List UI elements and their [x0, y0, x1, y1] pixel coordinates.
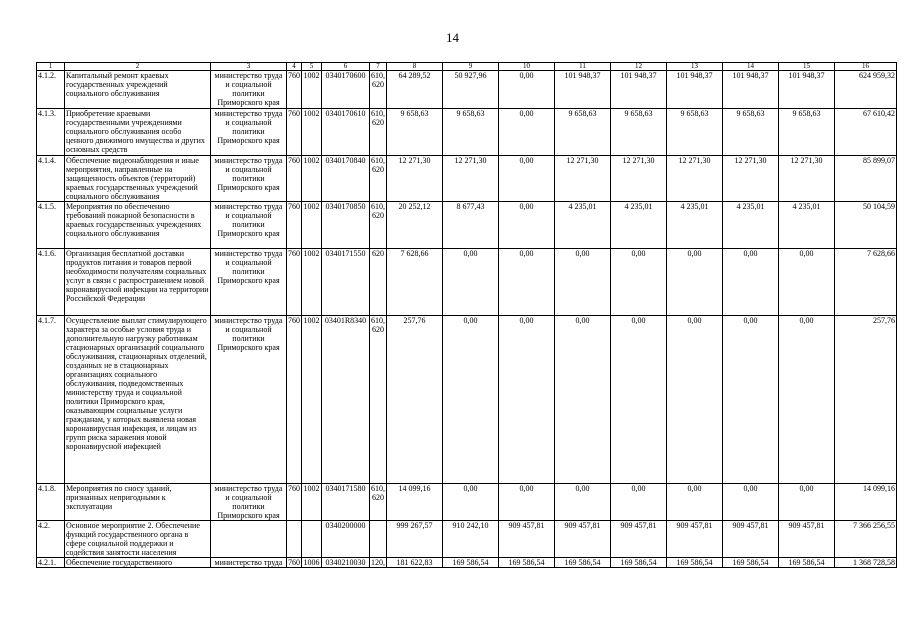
page-number: 14	[446, 30, 459, 45]
amount-col-15: 101 948,37	[779, 71, 835, 109]
csr-code: 0340170610	[322, 109, 370, 156]
amount-total: 1 368 728,58	[835, 558, 897, 568]
amount-total: 85 899,07	[835, 156, 897, 202]
item-name: Приобретение краевыми государственными учреждениями социального обслуживания особо ценного движимого имущества и других основных средств	[65, 109, 211, 156]
amount-col-9: 910 242,10	[443, 521, 499, 558]
amount-col-14: 101 948,37	[723, 71, 779, 109]
grbs-code: 760	[288, 558, 300, 567]
grbs-code	[287, 521, 302, 558]
amount-col-8: 7 628,66	[387, 249, 443, 316]
amount-col-13: 12 271,30	[667, 156, 723, 202]
amount-col-12: 0,00	[611, 316, 667, 484]
item-executor: министерство труда и социальной политики Приморского края	[211, 202, 287, 249]
vr-code: 610, 620	[370, 484, 387, 521]
amount-col-8: 257,76	[387, 316, 443, 484]
amount-col-8: 999 267,57	[387, 521, 443, 558]
vr-code	[370, 521, 387, 558]
amount-col-15: 12 271,30	[779, 156, 835, 202]
amount-col-9: 0,00	[443, 316, 499, 484]
amount-total: 7 366 256,55	[835, 521, 897, 558]
amount-col-8: 12 271,30	[387, 156, 443, 202]
rzpr-code	[302, 521, 322, 558]
item-number: 4.1.6.	[37, 249, 65, 316]
table-row	[37, 249, 897, 316]
table-row	[37, 202, 897, 249]
rzpr-code: 1002	[302, 156, 322, 202]
amount-col-13: 909 457,81	[667, 521, 723, 558]
column-header: 14	[723, 63, 779, 71]
grbs-code: 760	[287, 202, 302, 249]
amount-col-14: 0,00	[723, 484, 779, 521]
amount-total: 624 959,32	[835, 71, 897, 109]
vr-code: 610, 620	[370, 156, 387, 202]
amount-col-10: 0,00	[499, 316, 555, 484]
table-row	[37, 316, 897, 484]
amount-col-11: 169 586,54	[555, 558, 611, 568]
amount-col-8: 20 252,12	[387, 202, 443, 249]
header-row	[37, 63, 897, 71]
vr-code: 610, 620	[370, 71, 387, 109]
amount-col-10: 909 457,81	[499, 521, 555, 558]
column-header: 5	[302, 63, 322, 71]
grbs-code: 760	[287, 316, 302, 484]
amount-col-12: 101 948,37	[611, 71, 667, 109]
rzpr-code: 1002	[302, 109, 322, 156]
amount-col-9: 12 271,30	[443, 156, 499, 202]
item-number: 4.2.	[37, 521, 65, 558]
amount-total: 50 104,59	[835, 202, 897, 249]
amount-col-14: 0,00	[723, 316, 779, 484]
amount-col-11: 4 235,01	[555, 202, 611, 249]
csr-code: 0340170850	[322, 202, 370, 249]
item-executor: министерство труда и социальной политики Приморского края	[211, 71, 287, 109]
amount-col-9: 169 586,54	[443, 558, 499, 568]
item-name: Осуществление выплат стимулирующего характера за особые условия труда и дополнительную нагрузку работникам стационарных организаций социального обслуживания, стационарных отделений, созданных не в стационарных организациях социального обслуживания, подведомственных министерству труда и социальной политики Приморского края, оказывающим социальные услуги гражданам, у которых выявлена новая коронавирусная инфекция, и лицам из групп риска заражения новой коронавирусной инфекцией	[65, 316, 211, 484]
item-executor: министерство труда и социальной политики Приморского края	[211, 316, 287, 484]
budget-table	[36, 62, 897, 568]
amount-col-11: 0,00	[555, 249, 611, 316]
column-header: 11	[555, 63, 611, 71]
amount-col-13: 0,00	[667, 316, 723, 484]
amount-col-12: 0,00	[611, 484, 667, 521]
rzpr-code: 1002	[302, 249, 322, 316]
amount-col-10: 0,00	[499, 484, 555, 521]
vr-code: 120,	[371, 558, 385, 567]
item-executor: министерство труда и социальной политики Приморского края	[211, 484, 287, 521]
amount-col-10: 0,00	[499, 109, 555, 156]
item-executor: министерство труда и социальной политики Приморского края	[211, 109, 287, 156]
item-name: Основное мероприятие 2. Обеспечение функций государственного органа в сфере социальной поддержки и содействия занятости населения	[65, 521, 211, 558]
amount-col-11: 909 457,81	[555, 521, 611, 558]
column-header: 3	[211, 63, 287, 71]
item-name: Капитальный ремонт краевых государственных учреждений социального обслуживания	[65, 71, 211, 109]
table-row	[37, 558, 897, 568]
column-header: 8	[387, 63, 443, 71]
amount-col-12: 0,00	[611, 249, 667, 316]
amount-total: 257,76	[835, 316, 897, 484]
column-header: 1	[37, 63, 65, 71]
amount-col-8: 9 658,63	[387, 109, 443, 156]
item-executor: министерство труда и социальной политики Приморского края	[211, 156, 287, 202]
column-header: 2	[65, 63, 211, 71]
item-number: 4.1.7.	[37, 316, 65, 484]
amount-col-15: 169 586,54	[779, 558, 835, 568]
vr-code: 610, 620	[370, 316, 387, 484]
amount-col-13: 0,00	[667, 484, 723, 521]
csr-code: 0340170600	[322, 71, 370, 109]
amount-col-8: 64 289,52	[387, 71, 443, 109]
amount-col-13: 4 235,01	[667, 202, 723, 249]
item-number: 4.1.4.	[37, 156, 65, 202]
amount-col-9: 8 677,43	[443, 202, 499, 249]
column-header: 4	[287, 63, 302, 71]
amount-col-9: 0,00	[443, 249, 499, 316]
amount-col-14: 9 658,63	[723, 109, 779, 156]
amount-col-14: 0,00	[723, 249, 779, 316]
csr-code: 0340210030	[322, 558, 370, 568]
rzpr-code: 1002	[302, 484, 322, 521]
grbs-code: 760	[287, 249, 302, 316]
item-name: Организация бесплатной доставки продуктов питания и товаров первой необходимости получателям социальных услуг в связи с распространением новой коронавирусной инфекции на территории Российской Федерации	[65, 249, 211, 316]
amount-col-8: 181 622,83	[387, 558, 443, 568]
amount-col-9: 9 658,63	[443, 109, 499, 156]
amount-col-9: 50 927,96	[443, 71, 499, 109]
amount-col-9: 0,00	[443, 484, 499, 521]
amount-col-11: 9 658,63	[555, 109, 611, 156]
item-number: 4.1.8.	[37, 484, 65, 521]
csr-code: 0340171580	[322, 484, 370, 521]
amount-col-15: 0,00	[779, 316, 835, 484]
rzpr-code: 1002	[302, 316, 322, 484]
amount-col-15: 909 457,81	[779, 521, 835, 558]
grbs-code: 760	[287, 484, 302, 521]
column-header: 6	[322, 63, 370, 71]
amount-col-15: 4 235,01	[779, 202, 835, 249]
amount-col-13: 101 948,37	[667, 71, 723, 109]
item-executor	[211, 521, 287, 558]
amount-col-10: 0,00	[499, 71, 555, 109]
amount-col-14: 169 586,54	[723, 558, 779, 568]
item-executor: министерство труда	[211, 558, 287, 568]
rzpr-code: 1006	[303, 558, 320, 567]
vr-code: 620	[370, 249, 387, 316]
amount-col-14: 12 271,30	[723, 156, 779, 202]
vr-code: 610, 620	[370, 109, 387, 156]
amount-col-11: 12 271,30	[555, 156, 611, 202]
amount-total: 14 099,16	[835, 484, 897, 521]
amount-col-12: 12 271,30	[611, 156, 667, 202]
column-header: 12	[611, 63, 667, 71]
amount-col-13: 0,00	[667, 249, 723, 316]
csr-code: 03401R8340	[322, 316, 370, 484]
table-row	[37, 109, 897, 156]
item-name: Мероприятия по обеспечению требований пожарной безопасности в краевых государственных учреждениях социального обслуживания	[65, 202, 211, 249]
table-row	[37, 521, 897, 558]
amount-col-15: 0,00	[779, 484, 835, 521]
grbs-code: 760	[287, 156, 302, 202]
item-name: Мероприятия по сносу зданий, признанных непригодными к эксплуатации	[65, 484, 211, 521]
vr-code: 610, 620	[370, 202, 387, 249]
rzpr-code: 1002	[302, 71, 322, 109]
item-number: 4.1.2.	[37, 71, 65, 109]
item-name: Обеспечение государственного	[65, 558, 211, 568]
amount-col-13: 9 658,63	[667, 109, 723, 156]
item-number: 4.1.5.	[37, 202, 65, 249]
amount-col-13: 169 586,54	[667, 558, 723, 568]
table-row	[37, 484, 897, 521]
amount-col-11: 101 948,37	[555, 71, 611, 109]
column-header: 10	[499, 63, 555, 71]
csr-code: 0340170840	[322, 156, 370, 202]
amount-col-11: 0,00	[555, 484, 611, 521]
grbs-code: 760	[287, 109, 302, 156]
amount-col-10: 0,00	[499, 156, 555, 202]
column-header: 9	[443, 63, 499, 71]
column-header: 13	[667, 63, 723, 71]
amount-total: 67 610,42	[835, 109, 897, 156]
item-number: 4.2.1.	[37, 558, 65, 568]
amount-col-12: 169 586,54	[611, 558, 667, 568]
amount-col-11: 0,00	[555, 316, 611, 484]
amount-col-15: 0,00	[779, 249, 835, 316]
amount-total: 7 628,66	[835, 249, 897, 316]
amount-col-12: 9 658,63	[611, 109, 667, 156]
rzpr-code: 1002	[302, 202, 322, 249]
csr-code: 0340200000	[322, 521, 370, 558]
item-name: Обеспечение видеонаблюдения и иные мероприятия, направленные на защищенность объектов (территорий) краевых государственных учреждений социального обслуживания	[65, 156, 211, 202]
amount-col-12: 4 235,01	[611, 202, 667, 249]
column-header: 15	[779, 63, 835, 71]
amount-col-14: 4 235,01	[723, 202, 779, 249]
column-header: 7	[370, 63, 387, 71]
grbs-code: 760	[287, 71, 302, 109]
table-row	[37, 71, 897, 109]
amount-col-14: 909 457,81	[723, 521, 779, 558]
table-row	[37, 156, 897, 202]
item-number: 4.1.3.	[37, 109, 65, 156]
amount-col-12: 909 457,81	[611, 521, 667, 558]
amount-col-10: 0,00	[499, 202, 555, 249]
column-header: 16	[835, 63, 897, 71]
amount-col-15: 9 658,63	[779, 109, 835, 156]
amount-col-10: 0,00	[499, 249, 555, 316]
item-executor: министерство труда и социальной политики Приморского края	[211, 249, 287, 316]
amount-col-8: 14 099,16	[387, 484, 443, 521]
csr-code: 0340171550	[322, 249, 370, 316]
amount-col-10: 169 586,54	[499, 558, 555, 568]
